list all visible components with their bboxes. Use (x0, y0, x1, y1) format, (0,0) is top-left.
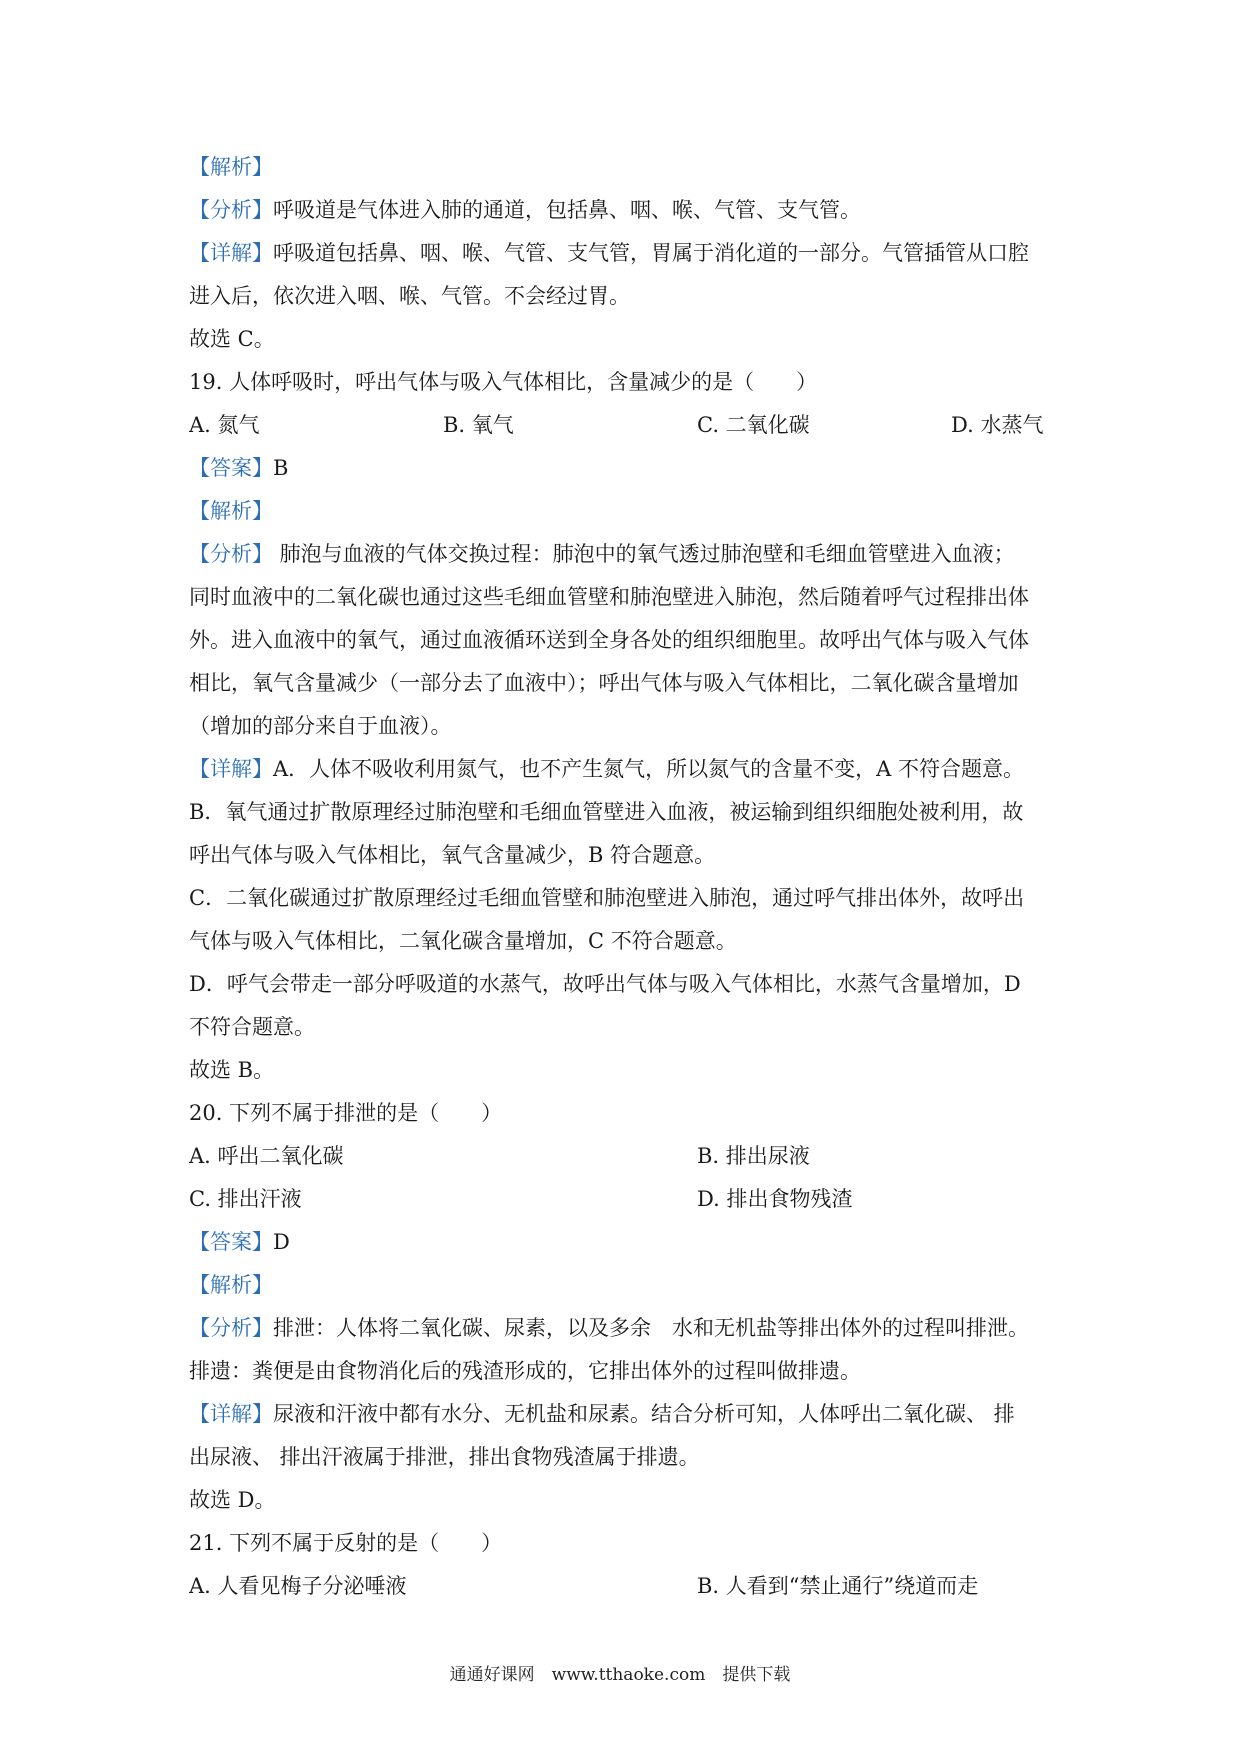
q20-option-a: A. 呼出二氧化碳 (189, 1144, 344, 1168)
q21-option-a: A. 人看见梅子分泌唾液 (189, 1574, 407, 1598)
line-text: 出尿液、 排出汗液属于排泄，排出食物残渣属于排遗。 (189, 1445, 700, 1469)
section-tag: 【解析】 (189, 499, 273, 523)
line-text: 外。进入血液中的氧气，通过血液循环送到全身各处的组织细胞里。故呼出气体与吸入气体 (189, 628, 1029, 652)
answer-text: B (273, 456, 289, 480)
text-line (189, 189, 1059, 232)
text-line (189, 619, 1059, 662)
answer-line (189, 1221, 1059, 1264)
text-line (189, 791, 1059, 834)
line-text: （增加的部分来自于血液）。 (189, 714, 452, 738)
q19-option-b: B. 氧气 (443, 413, 514, 437)
q21-option-b: B. 人看到“禁止通行”绕道而走 (697, 1574, 979, 1598)
line-text: 排泄：人体将二氧化碳、尿素，以及多余 水和无机盐等排出体外的过程叫排泄。 (273, 1316, 1029, 1340)
text-line (189, 275, 1059, 318)
line-text: 气体与吸入气体相比，二氧化碳含量增加，C 不符合题意。 (189, 929, 737, 953)
q19-option-d: D. 水蒸气 (951, 413, 1044, 437)
question-21 (189, 1522, 1059, 1565)
question-text: 19. 人体呼吸时，呼出气体与吸入气体相比，含量减少的是（ ） (189, 370, 818, 394)
section-tag: 【答案】 (189, 456, 273, 480)
text-line (189, 748, 1059, 791)
q20-option-b: B. 排出尿液 (697, 1144, 810, 1168)
text-line (189, 1307, 1059, 1350)
section-tag: 【详解】 (189, 241, 273, 265)
text-line (189, 920, 1059, 963)
section-tag: 【答案】 (189, 1230, 273, 1254)
line-text: 相比，氧气含量减少（一部分去了血液中）；呼出气体与吸入气体相比，二氧化碳含量增加 (189, 671, 1019, 695)
text-line (189, 877, 1059, 920)
question-text: 20. 下列不属于排泄的是（ ） (189, 1101, 503, 1125)
answer-line (189, 447, 1059, 490)
section-tag: 【详解】 (189, 1402, 273, 1426)
section-tag: 【分析】 (189, 542, 273, 566)
question-19 (189, 361, 1059, 404)
text-line (189, 490, 1059, 533)
line-text: B．氧气通过扩散原理经过肺泡壁和毛细血管壁进入血液，被运输到组织细胞处被利用，故 (189, 800, 1024, 824)
section-tag: 【解析】 (189, 1273, 273, 1297)
text-line (189, 705, 1059, 748)
line-text: D．呼气会带走一部分呼吸道的水蒸气，故呼出气体与吸入气体相比，水蒸气含量增加，D (189, 972, 1021, 996)
text-line (189, 232, 1059, 275)
text-line (189, 1393, 1059, 1436)
line-text: 故选 D。 (189, 1488, 276, 1512)
text-line (189, 963, 1059, 1006)
text-line (189, 533, 1059, 576)
line-text: 同时血液中的二氧化碳也通过这些毛细血管壁和肺泡壁进入肺泡，然后随着呼气过程排出体 (189, 585, 1029, 609)
question-text: 21. 下列不属于反射的是（ ） (189, 1531, 503, 1555)
text-line (189, 834, 1059, 877)
question-20 (189, 1092, 1059, 1135)
q20-options-row2 (189, 1178, 1059, 1221)
q19-options (189, 404, 1059, 447)
q19-option-c: C. 二氧化碳 (697, 413, 810, 437)
answer-text: D (273, 1230, 290, 1254)
q21-options-row1 (189, 1565, 1059, 1608)
answer-choice-line (189, 1049, 1059, 1092)
text-line (189, 1436, 1059, 1479)
q19-option-a: A. 氮气 (189, 413, 260, 437)
line-text: 故选 C。 (189, 327, 275, 351)
line-text: 肺泡与血液的气体交换过程：肺泡中的氧气透过肺泡壁和毛细血管壁进入血液； (273, 542, 1015, 566)
answer-choice-line (189, 1479, 1059, 1522)
text-line (189, 1006, 1059, 1049)
line-text: 排遗：粪便是由食物消化后的残渣形成的，它排出体外的过程叫做排遗。 (189, 1359, 861, 1383)
page-footer: 通通好课网 www.tthaoke.com 提供下载 (449, 1665, 791, 1685)
answer-choice-line (189, 318, 1059, 361)
line-text: A．人体不吸收利用氮气，也不产生氮气，所以氮气的含量不变，A 不符合题意。 (273, 757, 1025, 781)
line-text: 呼出气体与吸入气体相比，氧气含量减少，B 符合题意。 (189, 843, 716, 867)
line-text: C．二氧化碳通过扩散原理经过毛细血管壁和肺泡壁进入肺泡，通过呼气排出体外，故呼出 (189, 886, 1025, 910)
text-line (189, 662, 1059, 705)
text-line (189, 576, 1059, 619)
text-line (189, 1350, 1059, 1393)
section-tag: 【分析】 (189, 1316, 273, 1340)
document-content (189, 146, 1059, 1608)
line-text: 呼吸道包括鼻、咽、喉、气管、支气管，胃属于消化道的一部分。气管插管从口腔 (273, 241, 1029, 265)
line-text: 故选 B。 (189, 1058, 275, 1082)
q20-option-d: D. 排出食物残渣 (697, 1187, 853, 1211)
section-tag: 【解析】 (189, 155, 273, 179)
q20-options-row1 (189, 1135, 1059, 1178)
text-line (189, 1264, 1059, 1307)
q20-option-c: C. 排出汗液 (189, 1187, 302, 1211)
line-text: 呼吸道是气体进入肺的通道，包括鼻、咽、喉、气管、支气管。 (273, 198, 861, 222)
section-tag: 【详解】 (189, 757, 273, 781)
line-text: 尿液和汗液中都有水分、无机盐和尿素。结合分析可知，人体呼出二氧化碳、 排 (273, 1402, 1015, 1426)
line-text: 不符合题意。 (189, 1015, 315, 1039)
section-tag: 【分析】 (189, 198, 273, 222)
line-text: 进入后，依次进入咽、喉、气管。不会经过胃。 (189, 284, 630, 308)
text-line (189, 146, 1059, 189)
